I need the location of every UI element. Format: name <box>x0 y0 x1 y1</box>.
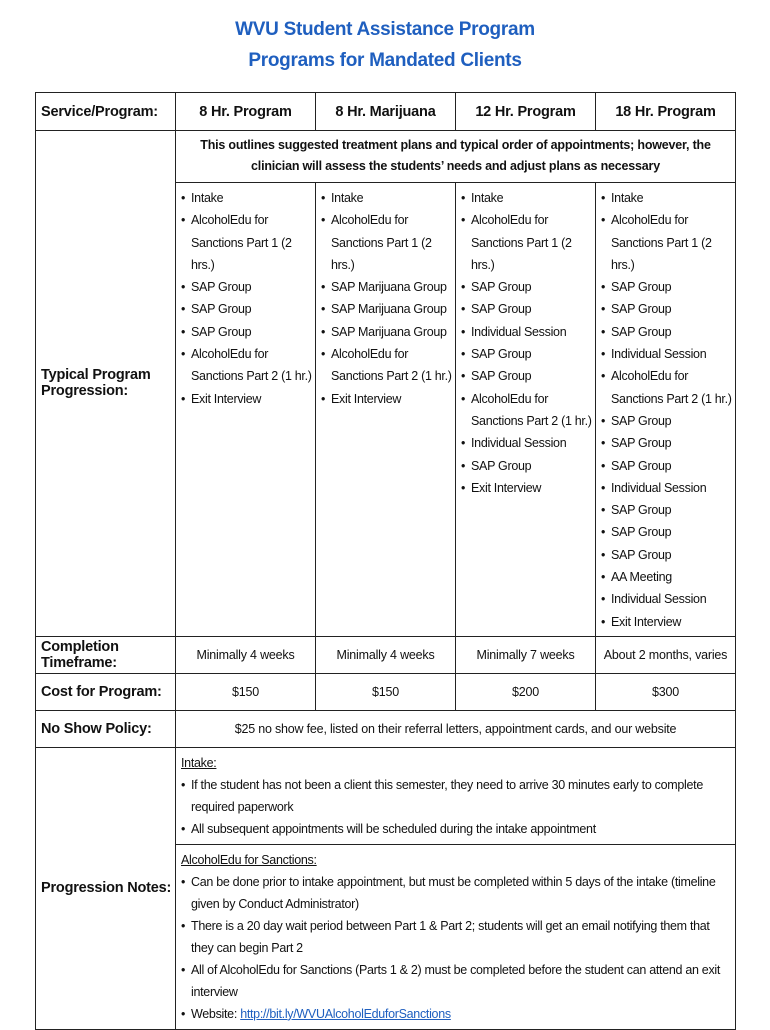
service-program-label: Service/Program: <box>36 93 176 131</box>
plan-step: • Intake <box>601 187 735 209</box>
plan-step: • AlcoholEdu for Sanctions Part 1 (2 hrs.) <box>181 209 315 276</box>
plan-step: • Individual Session <box>461 432 595 454</box>
no-show-label: No Show Policy: <box>36 710 176 747</box>
plan-step: • SAP Marijuana Group <box>321 321 455 343</box>
column-header: 8 Hr. Program <box>176 93 316 131</box>
plan-step: • SAP Marijuana Group <box>321 298 455 320</box>
plan-step: • SAP Group <box>601 298 735 320</box>
plan-step: • SAP Group <box>461 276 595 298</box>
column-header: 18 Hr. Program <box>596 93 736 131</box>
plan-step: • Intake <box>321 187 455 209</box>
plan-step: • Intake <box>461 187 595 209</box>
list-item: • If the student has not been a client this semester, they need to arrive 30 minutes early to complete required paperwork <box>181 774 731 818</box>
plan-step: • SAP Group <box>461 298 595 320</box>
column-header: 12 Hr. Program <box>456 93 596 131</box>
label-line: Typical Program <box>41 367 151 384</box>
plan-step: • Exit Interview <box>461 477 595 499</box>
plan-step: • Individual Session <box>601 343 735 365</box>
plan-8hr <box>176 183 316 637</box>
header-row <box>36 93 736 131</box>
list-item <box>181 1003 731 1025</box>
list-item: • There is a 20 day wait period between Part 1 & Part 2; students will get an email notifying them that they can begin Part 2 <box>181 915 731 959</box>
intake-heading: Intake: <box>181 755 217 770</box>
list-item: • All subsequent appointments will be scheduled during the intake appointment <box>181 818 731 840</box>
website-prefix: Website: <box>191 1006 241 1021</box>
plan-list <box>601 187 735 633</box>
plan-step: • SAP Group <box>601 321 735 343</box>
plan-step: • SAP Group <box>601 276 735 298</box>
alcoholedu-website-link[interactable]: http://bit.ly/WVUAlcoholEduforSanctions <box>240 1006 451 1021</box>
plan-step: • SAP Group <box>181 276 315 298</box>
plan-step: • SAP Group <box>601 410 735 432</box>
document-title: WVU Student Assistance Program <box>235 19 535 40</box>
progression-note: This outlines suggested treatment plans and typical order of appointments; however, the clinician will assess the students’ needs and adjust plans as necessary <box>176 131 736 183</box>
plan-step: • SAP Group <box>601 544 735 566</box>
plan-step: • AlcoholEdu for Sanctions Part 2 (1 hr.) <box>461 388 595 433</box>
timeframe-value: Minimally 4 weeks <box>176 636 316 673</box>
completion-timeframe-label: Completion Timeframe: <box>36 636 176 673</box>
plan-list <box>321 187 455 410</box>
plan-list <box>181 187 315 410</box>
plan-18hr <box>596 183 736 637</box>
plan-step: • AlcoholEdu for Sanctions Part 1 (2 hrs.) <box>601 209 735 276</box>
plan-step: • AlcoholEdu for Sanctions Part 1 (2 hrs.) <box>461 209 595 276</box>
plan-8hr-marijuana <box>316 183 456 637</box>
document-subtitle: Programs for Mandated Clients <box>248 50 522 71</box>
intake-list <box>181 774 731 840</box>
alcoholedu-list <box>181 871 731 1025</box>
plan-step: • SAP Group <box>601 432 735 454</box>
cost-value: $200 <box>456 673 596 710</box>
cost-row <box>36 673 736 710</box>
plan-step: • Exit Interview <box>181 388 315 410</box>
alcoholedu-heading: AlcoholEdu for Sanctions: <box>181 852 317 867</box>
plan-step: • SAP Group <box>461 365 595 387</box>
alcoholedu-notes <box>176 844 736 1029</box>
plan-step: • Exit Interview <box>601 611 735 633</box>
plan-step: • SAP Marijuana Group <box>321 276 455 298</box>
programs-table <box>35 92 736 1030</box>
plan-list <box>461 187 595 499</box>
plan-step: • AlcoholEdu for Sanctions Part 2 (1 hr.) <box>321 343 455 388</box>
plan-step: • AlcoholEdu for Sanctions Part 1 (2 hrs.) <box>321 209 455 276</box>
intake-notes-row <box>36 747 736 844</box>
plan-step: • AlcoholEdu for Sanctions Part 2 (1 hr.) <box>601 365 735 410</box>
typical-progression-label <box>36 131 176 637</box>
plan-step: • SAP Group <box>181 321 315 343</box>
cost-label: Cost for Program: <box>36 673 176 710</box>
plan-step: • SAP Group <box>461 343 595 365</box>
no-show-policy-text: $25 no show fee, listed on their referral letters, appointment cards, and our website <box>176 710 736 747</box>
cost-value: $300 <box>596 673 736 710</box>
plan-step: • Exit Interview <box>321 388 455 410</box>
timeframe-row <box>36 636 736 673</box>
plan-step: • Individual Session <box>461 321 595 343</box>
plan-step: • SAP Group <box>601 455 735 477</box>
timeframe-value: About 2 months, varies <box>596 636 736 673</box>
plan-12hr <box>456 183 596 637</box>
timeframe-value: Minimally 4 weeks <box>316 636 456 673</box>
plan-step: • Individual Session <box>601 477 735 499</box>
progression-notes-label: Progression Notes: <box>36 747 176 1029</box>
label-line: Progression: <box>41 383 129 400</box>
list-item: • All of AlcoholEdu for Sanctions (Parts 1 & 2) must be completed before the student can attend an exit interview <box>181 959 731 1003</box>
intake-notes <box>176 747 736 844</box>
plan-step: • AlcoholEdu for Sanctions Part 2 (1 hr.) <box>181 343 315 388</box>
timeframe-value: Minimally 7 weeks <box>456 636 596 673</box>
column-header: 8 Hr. Marijuana <box>316 93 456 131</box>
no-show-row <box>36 710 736 747</box>
plan-step: • Individual Session <box>601 588 735 610</box>
note-row <box>36 131 736 183</box>
plan-step: • SAP Group <box>181 298 315 320</box>
cost-value: $150 <box>176 673 316 710</box>
cost-value: $150 <box>316 673 456 710</box>
plan-step: • SAP Group <box>601 521 735 543</box>
plan-step: • AA Meeting <box>601 566 735 588</box>
list-item: • Can be done prior to intake appointment, but must be completed within 5 days of the intake (timeline given by Conduct Administrator) <box>181 871 731 915</box>
plan-step: • SAP Group <box>601 499 735 521</box>
plan-step: • Intake <box>181 187 315 209</box>
plan-step: • SAP Group <box>461 455 595 477</box>
